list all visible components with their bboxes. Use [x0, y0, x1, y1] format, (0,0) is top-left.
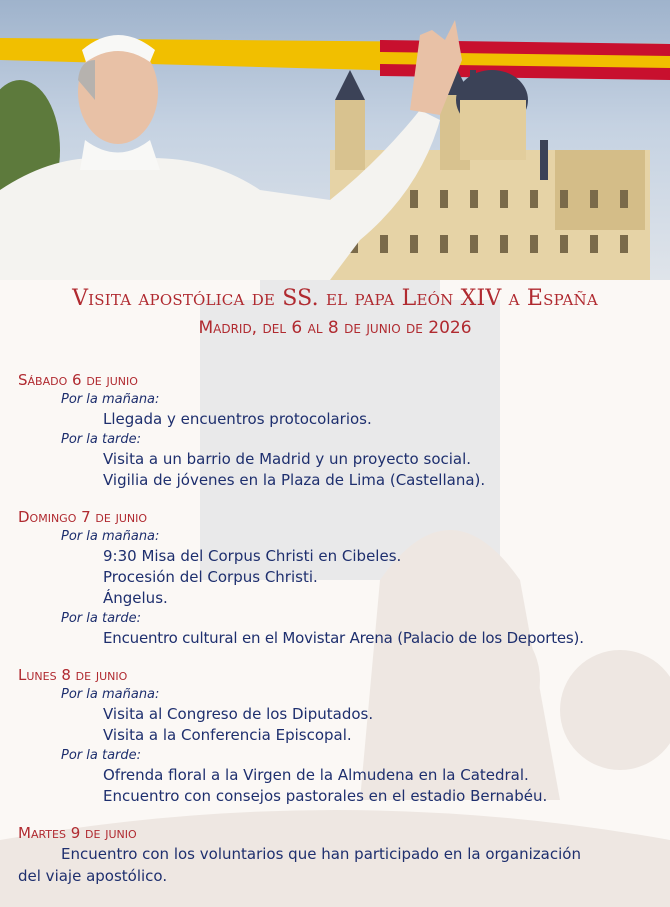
day-title: Domingo 7 de junio	[18, 508, 148, 526]
event-item: Visita a la Conferencia Episcopal.	[103, 726, 352, 744]
page-title: Visita apostólica de SS. el papa León XIV a España	[72, 286, 598, 311]
period-label: Por la mañana:	[61, 529, 160, 544]
day-sunday	[0, 507, 670, 649]
period-label: Por la mañana:	[61, 392, 160, 407]
day-title: Martes 9 de junio	[18, 824, 137, 842]
schedule	[0, 370, 670, 903]
event-item: Encuentro con consejos pastorales en el estadio Bernabéu.	[103, 787, 548, 805]
day-monday	[0, 665, 670, 807]
period-label: Por la tarde:	[61, 611, 142, 626]
hero-banner	[0, 0, 670, 280]
event-item: Ofrenda floral a la Virgen de la Almudena en la Catedral.	[103, 766, 529, 784]
day-title: Sábado 6 de junio	[18, 371, 138, 389]
event-item: Encuentro cultural en el Movistar Arena (Palacio de los Deportes).	[103, 629, 584, 647]
day-saturday	[0, 370, 670, 491]
event-item: Visita al Congreso de los Diputados.	[103, 705, 374, 723]
event-item: Encuentro con los voluntarios que han participado en la organización	[61, 845, 581, 863]
hero-illustration	[0, 0, 670, 280]
event-item: Llegada y encuentros protocolarios.	[103, 410, 372, 428]
day-title: Lunes 8 de junio	[18, 666, 128, 684]
event-item: 9:30 Misa del Corpus Christi en Cibeles.	[103, 547, 402, 565]
event-item: Visita a un barrio de Madrid y un proyecto social.	[103, 450, 472, 468]
event-item: Ángelus.	[103, 589, 168, 607]
period-label: Por la tarde:	[61, 432, 142, 447]
event-item: del viaje apostólico.	[18, 867, 168, 885]
event-item: Vigilia de jóvenes en la Plaza de Lima (Castellana).	[103, 471, 486, 489]
page-subtitle: Madrid, del 6 al 8 de junio de 2026	[198, 318, 472, 338]
day-tuesday	[0, 823, 670, 887]
event-item: Procesión del Corpus Christi.	[103, 568, 318, 586]
period-label: Por la mañana:	[61, 687, 160, 702]
period-label: Por la tarde:	[61, 748, 142, 763]
